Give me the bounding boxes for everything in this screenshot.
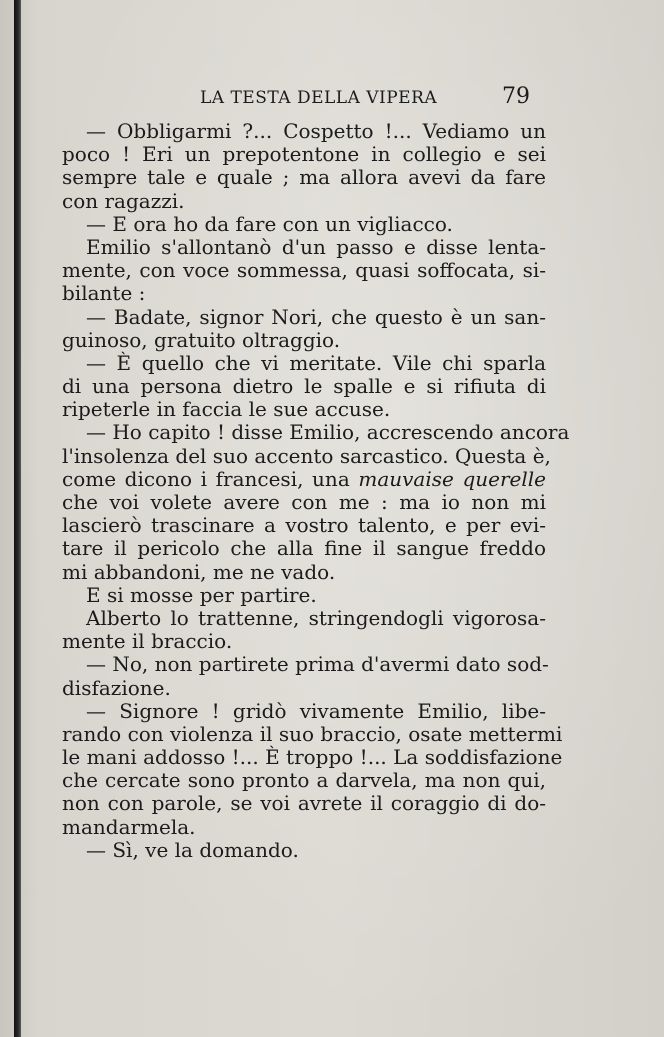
italic-phrase: mauvaise querelle [358, 466, 546, 491]
running-title: LA TESTA DELLA VIPERA [200, 88, 438, 108]
text-line: Alberto lo trattenne, stringendogli vigorosa- [86, 605, 546, 630]
text-line: Emilio s'allontanò d'un passo e disse lenta- [86, 234, 546, 259]
text-line: rando con violenza il suo braccio, osate mettermi [62, 721, 563, 746]
text-line: — No, non partirete prima d'avermi dato sod- [86, 652, 549, 677]
text-line: disfazione. [62, 675, 171, 700]
text-line: mandarmela. [62, 814, 196, 839]
text-line: — Obbligarmi ?... Cospetto !... Vediamo un [86, 119, 546, 143]
text-line: bilante : [62, 281, 146, 306]
text-line: — Signore ! gridò vivamente Emilio, libe- [86, 698, 546, 723]
text-line: lascierò trascinare a vostro talento, e per evi- [62, 513, 546, 538]
text-line: — Sì, ve la domando. [86, 837, 299, 862]
text-line: sempre tale e quale ; ma allora avevi da fare [62, 165, 546, 190]
text-line: con ragazzi. [62, 188, 185, 213]
text-line: ripeterle in faccia le sue accuse. [62, 397, 391, 422]
text-line: — E ora ho da fare con un vigliacco. [86, 211, 453, 236]
text-line: tare il pericolo che alla fine il sangue freddo [62, 536, 546, 561]
text-line: — Badate, signor Nori, che questo è un san- [86, 304, 546, 329]
text-line: non con parole, se voi avrete il coraggio di do- [62, 791, 546, 816]
text-line: mente il braccio. [62, 629, 233, 654]
text-line: mi abbandoni, me ne vado. [62, 559, 336, 584]
text-line: le mani addosso !... È troppo !... La soddisfazione [62, 745, 563, 770]
page-number: 79 [502, 84, 530, 109]
text-line: mente, con voce sommessa, quasi soffocata, si- [62, 258, 546, 283]
text-line: guinoso, gratuito oltraggio. [62, 327, 341, 352]
body-text [62, 119, 570, 862]
text-line: poco ! Eri un prepotentone in collegio e sei [62, 142, 546, 167]
text-line: E si mosse per partire. [86, 582, 317, 607]
text-line-segment: come dicono i francesi, una [62, 466, 359, 491]
page-header [200, 84, 540, 116]
text-line: l'insolenza del suo accento sarcastico. Questa è, [62, 443, 551, 468]
text-line: di una persona dietro le spalle e si rifiuta di [62, 374, 546, 399]
text-line: che cercate sono pronto a darvela, ma non qui, [62, 768, 546, 793]
text-line: — È quello che vi meritate. Vile chi sparla [86, 350, 546, 375]
text-line: che voi volete avere con me : ma io non mi [62, 490, 546, 514]
text-line [62, 468, 546, 491]
text-line: — Ho capito ! disse Emilio, accrescendo ancora [86, 420, 570, 445]
page-binding-edge [14, 0, 21, 1037]
